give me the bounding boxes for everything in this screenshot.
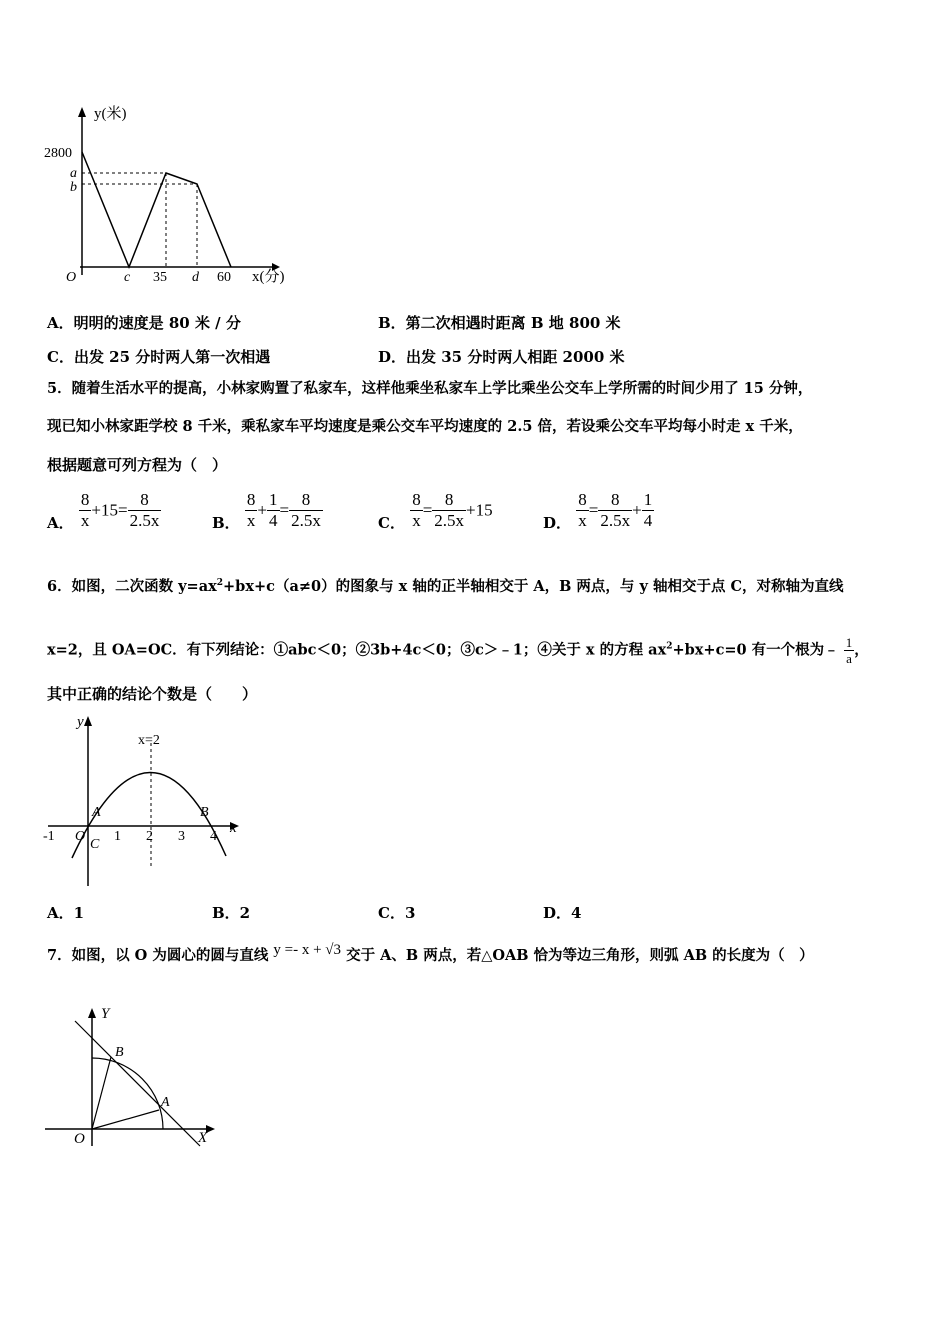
option-b-label: B． (212, 514, 240, 532)
x-label: X (198, 1130, 208, 1146)
plus-15: +15 (91, 500, 118, 520)
q5-line2: 现已知小林家距学校 8 千米，乘私家车平均速度是乘公交车平均速度的 2.5 倍，若设乘公交车平均每小时走 x 千米， (47, 418, 803, 435)
frac-8-over-2.5x: $\frac{8}{2.5x}$ (291, 490, 321, 530)
q6-option-d[interactable]: D．4 (543, 904, 582, 922)
y-label: Y (101, 1006, 110, 1022)
tick-b: b (70, 180, 77, 195)
x-label: x (230, 820, 237, 836)
frac-8-over-x: $\frac{8}{x}$ (412, 490, 421, 530)
origin-label: O (74, 1131, 85, 1147)
point-a-label: A (92, 805, 101, 820)
y-axis-arrow (78, 107, 86, 117)
q5-option-a[interactable] (47, 488, 161, 533)
tick-a: a (70, 166, 77, 181)
q6-option-c[interactable]: C．3 (378, 904, 416, 922)
line-equation: y =- x + √3 (273, 942, 342, 958)
frac-1-over-a: $\frac{1}{a}$ (845, 635, 853, 666)
tick-35: 35 (153, 270, 167, 285)
frac-8-over-2.5x: $\frac{8}{2.5x}$ (129, 490, 160, 530)
tick-3: 3 (178, 829, 185, 844)
origin-label: O (75, 829, 86, 844)
plus-15: +15 (466, 500, 493, 520)
tick-60: 60 (217, 270, 231, 285)
parabola-graph (40, 708, 250, 893)
option-a-label: A． (47, 514, 74, 532)
y-axis-arrow (88, 1008, 96, 1018)
equals: = (279, 500, 290, 520)
frac-8-over-2.5x: $\frac{8}{2.5x}$ (600, 490, 631, 530)
tick-2: 2 (146, 829, 153, 844)
q6-option-b[interactable]: B．2 (212, 904, 251, 922)
x-axis-label: x(分) (252, 269, 285, 285)
y-axis-arrow (84, 716, 92, 726)
tick-1: 1 (114, 829, 121, 844)
tick-minus1: -1 (43, 829, 55, 844)
y-label: y (77, 714, 84, 730)
frac-8-over-x: $\frac{8}{x}$ (578, 490, 587, 530)
q4-option-b[interactable]: B．第二次相遇时距离 B 地 800 米 (378, 314, 621, 332)
point-b-label: B (200, 805, 209, 820)
frac-8-over-2.5x: $\frac{8}{2.5x}$ (434, 490, 465, 530)
q5-line3: 根据题意可列方程为（ ） (47, 456, 228, 474)
q5-option-b[interactable] (212, 488, 323, 533)
segment-ob (92, 1057, 111, 1129)
segment-oa (92, 1110, 159, 1129)
tick-4: 4 (210, 829, 217, 844)
x-axis-arrow (206, 1125, 215, 1133)
tick-d: d (192, 270, 199, 285)
frac-8-over-x: $\frac{8}{x}$ (80, 490, 90, 530)
origin-label: O (66, 270, 77, 285)
q6-line1: 6．如图，二次函数 $y=ax^2+bx+c(a\ne 0)$的图象与 x 轴的正半轴相交于 A，B 两点，与 y 轴相交于点 C，对称轴为直线 (47, 577, 844, 595)
q4-option-c[interactable]: C．出发 25 分时两人第一次相遇 (47, 348, 271, 366)
y-axis-label: y(米) (94, 106, 127, 122)
equals: = (117, 500, 128, 520)
line-y-equals-minus-x-plus-root3 (75, 1021, 200, 1146)
distance-time-graph (40, 95, 310, 290)
equals: = (422, 500, 433, 520)
option-c-label: C． (378, 514, 405, 532)
q6-line2: x=2，且 OA=OC．有下列结论：①abc＜0；②3b+4c＜0；③c＞﹣1；④关于 x 的方程 $ax^2+bx+c=0$ 有一个根为﹣ $\frac{1}{a}$ ， (47, 635, 869, 666)
equals: = (588, 500, 599, 520)
frac-1-over-4: $\frac{1}{4}$ (269, 490, 278, 530)
point-b-label: B (115, 1045, 124, 1060)
tick-c: c (124, 270, 131, 285)
frac-1-over-4: $\frac{1}{4}$ (643, 490, 653, 530)
q7-line: 7．如图，以 O 为圆心的圆与直线 y =- x + √3 交于 A、B 两点，若△OAB 恰为等边三角形，则弧 AB 的长度为（ ） (47, 942, 814, 964)
point-a-label: A (161, 1095, 170, 1110)
q5-option-d[interactable] (543, 488, 654, 533)
tick-2800: 2800 (44, 146, 72, 161)
symmetry-label: x=2 (138, 733, 160, 748)
q5-option-c[interactable] (378, 488, 493, 533)
point-c-label: C (90, 837, 100, 852)
frac-8-over-x: $\frac{8}{x}$ (246, 490, 256, 530)
q5-line1: 5．随着生活水平的提高，小林家购置了私家车，这样他乘坐私家车上学比乘坐公交车上学所需的时间少用了 15 分钟， (47, 380, 813, 397)
circle-line-graph (40, 1000, 225, 1150)
plus: + (632, 500, 642, 520)
option-d-label: D． (543, 514, 572, 532)
q6-line3: 其中正确的结论个数是（ ） (47, 685, 258, 703)
distance-polyline (82, 152, 231, 267)
plus: + (257, 500, 268, 520)
q4-option-a[interactable]: A．明明的速度是 80 米 / 分 (47, 314, 241, 332)
q6-option-a[interactable]: A．1 (47, 904, 85, 922)
q4-option-d[interactable]: D．出发 35 分时两人相距 2000 米 (378, 348, 625, 366)
